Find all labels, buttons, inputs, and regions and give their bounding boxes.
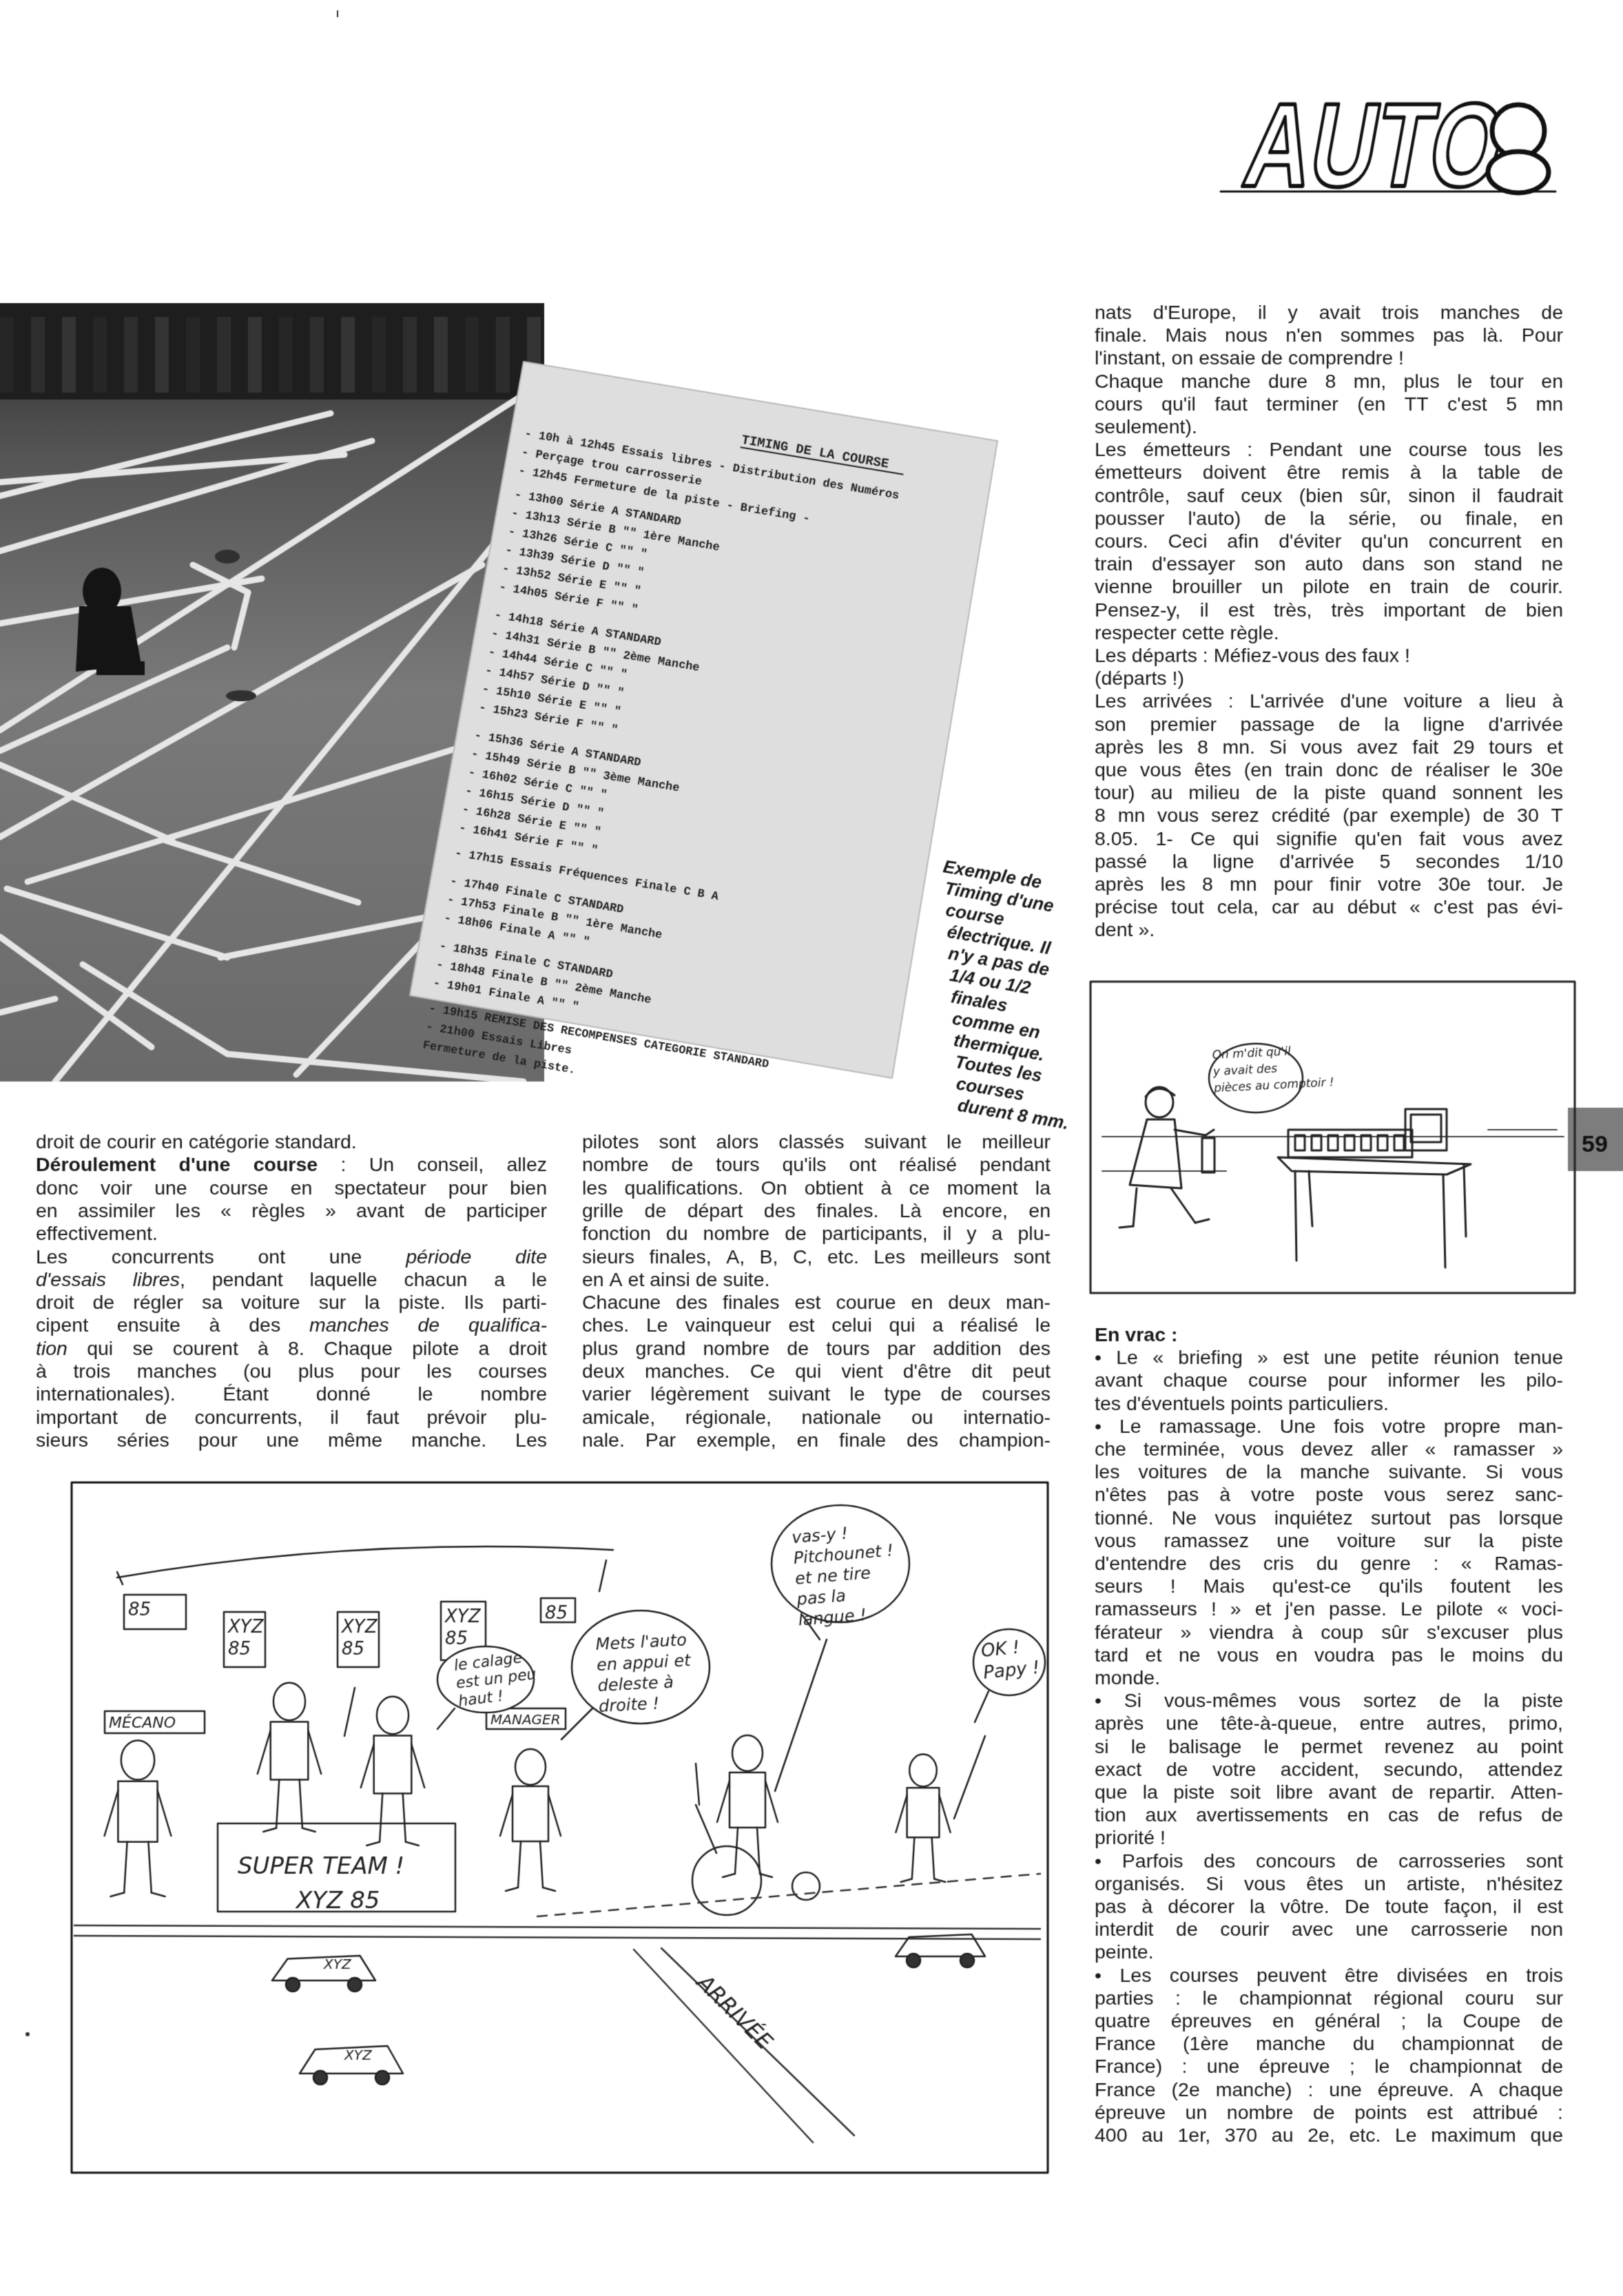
timing-sheet	[406, 344, 1006, 1082]
cartoon-control-table	[1088, 978, 1578, 1295]
cartoon-race	[69, 1480, 1051, 2175]
